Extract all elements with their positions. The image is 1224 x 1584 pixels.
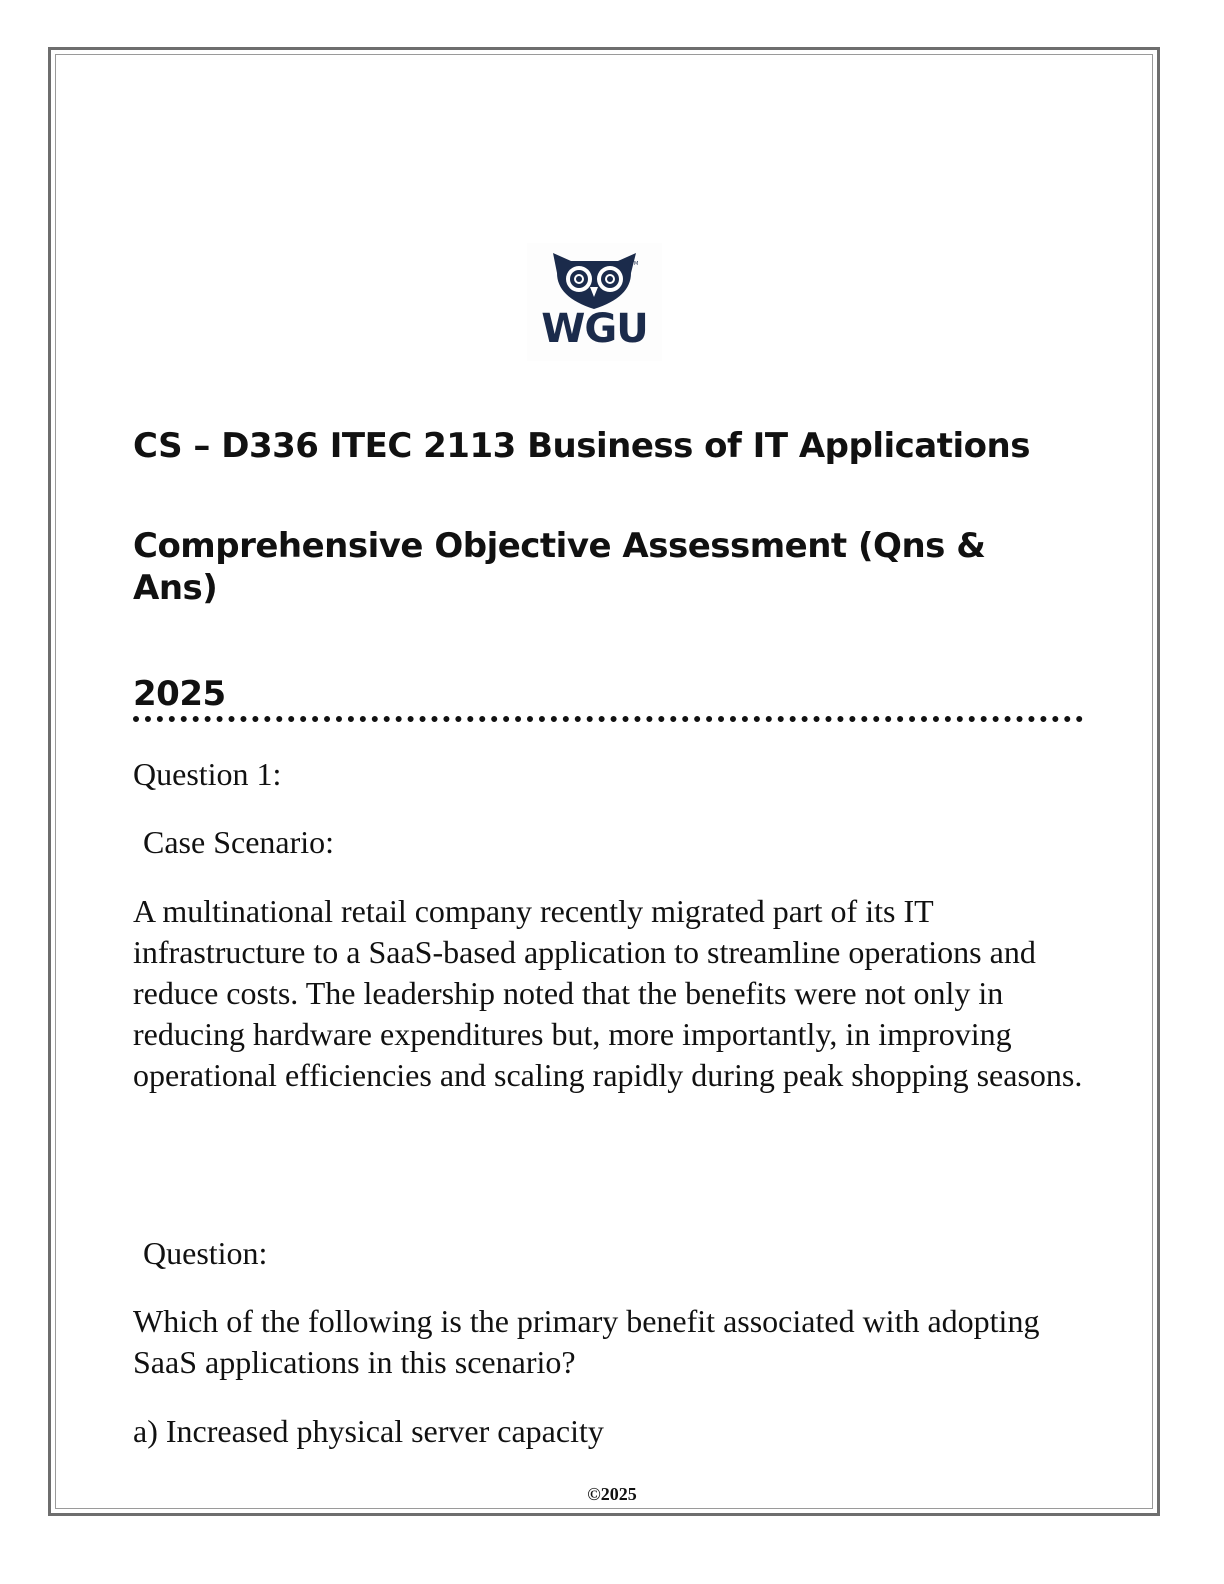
svg-text:TM: TM [631,261,639,267]
copyright-footer: ©2025 [587,1484,637,1504]
wgu-logo [527,243,662,361]
document-subtitle: Comprehensive Objective Assessment (Qns & Ans) [133,526,986,608]
wgu-logo-text: WGU [541,306,648,352]
document-title: CS – D336 ITEC 2113 Business of IT Applications [133,426,1030,466]
question-text: Which of the following is the primary benefit associated with adopting SaaS applications in this scenario? [133,1303,1040,1380]
dotted-divider [133,716,1083,722]
answer-option-a: a) Increased physical server capacity [133,1413,604,1449]
case-scenario-label: Case Scenario: [143,824,335,860]
case-scenario-text: A multinational retail company recently migrated part of its IT infrastructure to a SaaS-based application to streamline operations and reduce costs. The leadership noted that the benefits were not only in reducing hardware expenditures but, more importantly, in improving operational efficiencies and scaling rapidly during peak shopping seasons. [133,893,1083,1093]
question-label: Question: [143,1235,268,1271]
document-year: 2025 [133,674,226,714]
question-number: Question 1: [133,756,282,792]
